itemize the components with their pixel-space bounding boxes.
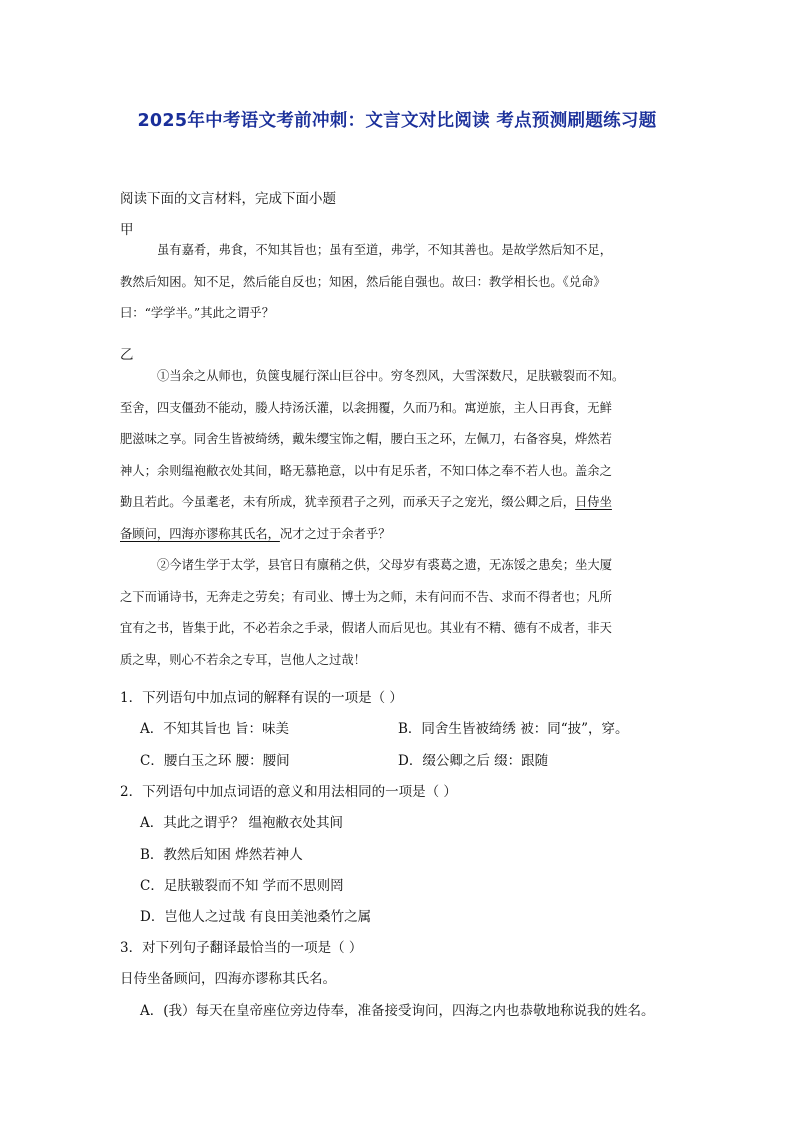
passage-b-line [120, 524, 676, 556]
passage-b-label: 乙 [120, 347, 134, 363]
question-1-option-c[interactable]: C．腰白玉之环 腰：腰间 [140, 753, 290, 769]
passage-b-line: 神人；余则缊袍敝衣处其间，略无慕艳意，以中有足乐者，不知口体之奉不若人也。盖余之 [120, 463, 612, 478]
passage-b-line: 之下而诵诗书，无奔走之劳矣；有司业、博士为之师，未有问而不告、求而不得者也；凡所 [120, 589, 612, 604]
reading-instruction: 阅读下面的文言材料，完成下面小题 [120, 191, 336, 207]
passage-b-line: ②今诸生学于太学，县官日有廪稍之供，父母岁有裘葛之遗，无冻馁之患矣；坐大厦 [157, 558, 612, 572]
passage-b-line [120, 492, 676, 524]
passage-a-line: 教然后知困。知不足，然后能自反也；知困，然后能自强也。故曰：教学相长也。《兑命》 [120, 274, 606, 289]
underlined-sentence-start: 日侍坐 [575, 495, 612, 510]
question-1-option-b[interactable]: B．同舍生皆被绮绣 被：同“披”，穿。 [398, 721, 629, 737]
question-3-sentence: 日侍坐备顾问，四海亦谬称其氏名。 [120, 971, 336, 987]
passage-a [120, 240, 676, 335]
passage-b-text: 勤且若此。今虽耄老，未有所成，犹幸预君子之列，而承天子之宠光，缀公卿之后， [120, 495, 575, 510]
question-1-option-d[interactable]: D．缀公卿之后 缀：跟随 [398, 753, 549, 769]
passage-a-label: 甲 [120, 222, 134, 238]
question-2-option-d[interactable]: D．岂他人之过哉 有良田美池桑竹之属 [140, 909, 372, 925]
passage-b-line: ①当余之从师也，负箧曳屣行深山巨谷中。穷冬烈风，大雪深数尺，足肤皲裂而不知。 [157, 369, 625, 383]
question-1-option-a[interactable]: A．不知其旨也 旨：味美 [140, 721, 290, 737]
question-2-option-b[interactable]: B．教然后知困 烨然若神人 [140, 847, 303, 863]
question-2-stem: 2．下列语句中加点词语的意义和用法相同的一项是（ ） [120, 784, 457, 800]
underlined-sentence-end: 备顾问，四海亦谬称其氏名， [120, 526, 280, 541]
question-2-option-a[interactable]: A．其此之谓乎？ 缊袍敝衣处其间 [140, 815, 344, 831]
passage-b-line: 宜有之书，皆集于此，不必若余之手录，假诸人而后见也。其业有不精、德有不成者，非天 [120, 621, 612, 636]
question-3-stem: 3．对下列句子翻译最恰当的一项是（ ） [120, 940, 363, 956]
passage-b-paragraph-1 [120, 366, 676, 556]
passage-b-text: 况才之过于余者乎？ [279, 526, 391, 541]
page-title: 2025年中考语文考前冲刺：文言文对比阅读 考点预测刷题练习题 [137, 111, 657, 131]
passage-b-line: 肥滋味之享。同舍生皆被绮绣，戴朱缨宝饰之帽，腰白玉之环，左佩刀，右备容臭，烨然若 [120, 432, 612, 447]
passage-b-paragraph-2 [120, 555, 676, 681]
question-1-stem: 1．下列语句中加点词的解释有误的一项是（ ） [120, 690, 403, 706]
question-2-option-c[interactable]: C．足肤皲裂而不知 学而不思则罔 [140, 878, 344, 894]
passage-b-line: 质之卑，则心不若余之专耳，岂他人之过哉！ [120, 652, 366, 667]
passage-a-line: 曰：“学学半。”其此之谓乎？ [120, 306, 274, 321]
question-3-option-a[interactable]: A．(我）每天在皇帝座位旁边侍奉，准备接受询问，四海之内也恭敬地称说我的姓名。 [140, 1003, 655, 1019]
passage-b-line: 至舍，四支僵劲不能动，媵人持汤沃灌，以衾拥覆，久而乃和。寓逆旅，主人日再食，无鲜 [120, 400, 612, 415]
passage-a-line: 虽有嘉肴，弗食，不知其旨也；虽有至道，弗学，不知其善也。是故学然后知不足， [157, 243, 612, 257]
